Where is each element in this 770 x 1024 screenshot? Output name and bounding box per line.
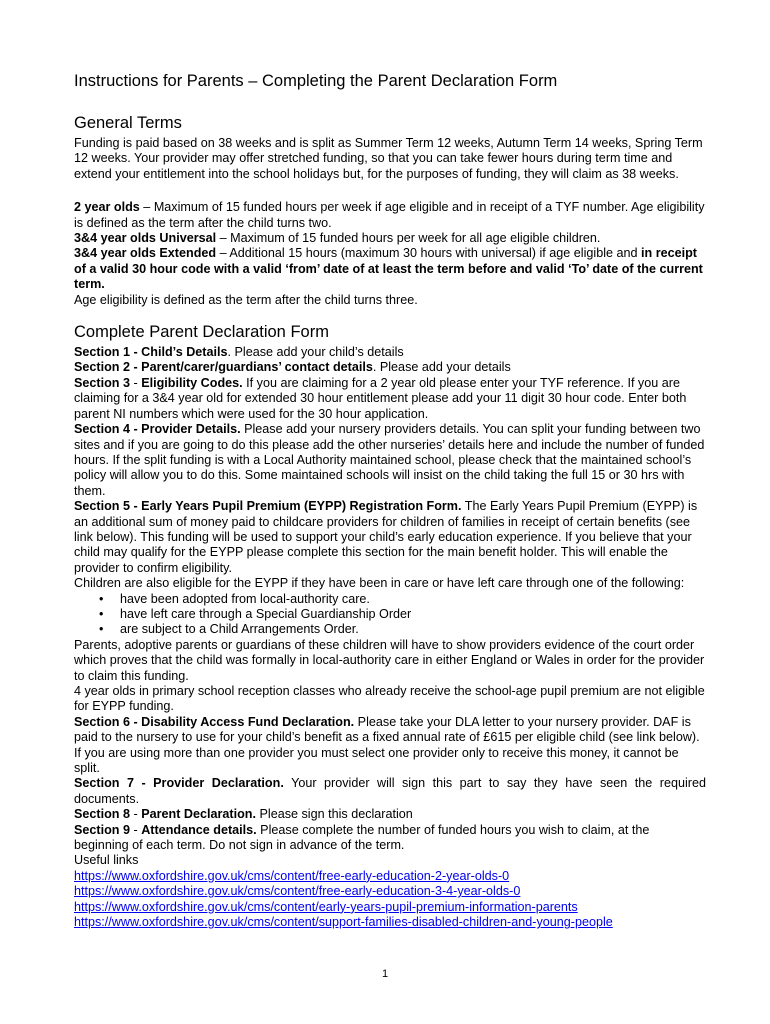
bullet-icon: • <box>99 622 104 637</box>
section-6: Section 6 - Disability Access Fund Declaration. Please take your DLA letter to your nursery provider. DAF is paid to the nursery to use for your child’s benefit as a fixed annual rate of £615 per eligible child (see link below). If you are using more than one provider you must select one provider only to receive this money, it cannot be split. <box>74 714 700 776</box>
link-3-4-year-olds[interactable]: https://www.oxfordshire.gov.uk/cms/content/free-early-education-3-4-year-olds-0 <box>74 884 521 899</box>
link-eypp-information[interactable]: https://www.oxfordshire.gov.uk/cms/content/early-years-pupil-premium-information-parents <box>74 899 578 914</box>
useful-links-heading: Useful links <box>74 853 139 868</box>
care-list <box>74 592 706 638</box>
bullet-icon: • <box>99 591 104 606</box>
page-title: Instructions for Parents – Completing the Parent Declaration Form <box>74 72 558 90</box>
section-4: Section 4 - Provider Details. Please add your nursery providers details. You can split your funding between two sites and if you are going to do this please add the other nurseries’ details here and include the number of funded hours. If the split funding is with a Local Authority maintained school, please check that the maintained school’s policy will allow you to do this. Some maintained schools will insist on the child taking the full 15 or 30 hrs with them. <box>74 422 705 498</box>
declaration-heading: Complete Parent Declaration Form <box>74 323 329 342</box>
section-9: Section 9 - Attendance details. Please complete the number of funded hours you wish to claim, at the beginning of each term. Do not sign in advance of the term. <box>74 822 650 853</box>
section-8: Section 8 - Parent Declaration. Please sign this declaration <box>74 807 413 822</box>
section-1: Section 1 - Child’s Details. Please add your child’s details <box>74 345 404 360</box>
list-item: • are subject to a Child Arrangements Order. <box>99 622 359 637</box>
two-year-olds-paragraph: 2 year olds – Maximum of 15 funded hours per week if age eligible and in receipt of a TYF number. Age eligibility is defined as the term after the child turns two. <box>74 200 705 230</box>
list-item: • have left care through a Special Guardianship Order <box>99 606 412 621</box>
bullet-icon: • <box>99 606 104 621</box>
extended-paragraph: 3&4 year olds Extended – Additional 15 hours (maximum 30 hours with universal) if age eligible and in receipt of a valid 30 hour code with a valid ‘from’ date of at least the term before and valid ‘To’ date of the current term. <box>74 246 703 292</box>
general-terms-intro: Funding is paid based on 38 weeks and is split as Summer Term 12 weeks, Autumn Term 14 weeks, Spring Term 12 weeks. Your provider may offer stretched funding, so that you can take fewer hours during term time and extend your entitlement into the school holidays but, for the purposes of funding, they will claim as 38 weeks. <box>74 136 703 181</box>
universal-paragraph: 3&4 year olds Universal – Maximum of 15 funded hours per week for all age eligible children. <box>74 231 601 246</box>
link-2-year-olds[interactable]: https://www.oxfordshire.gov.uk/cms/content/free-early-education-2-year-olds-0 <box>74 868 510 883</box>
section-7: Section 7 - Provider Declaration. Your provider will sign this part to say they have seen the required documents. <box>74 776 707 806</box>
document-page <box>74 70 706 931</box>
section-3: Section 3 - Eligibility Codes. If you are claiming for a 2 year old please enter your TYF reference. If you are claiming for a 3&4 year old for extended 30 hour entitlement please add your 11 digit 30 hour code. Enter both parent NI numbers which were used for the 30 hour application. <box>74 375 687 421</box>
section-2: Section 2 - Parent/carer/guardians’ contact details. Please add your details <box>74 360 511 375</box>
general-terms-heading: General Terms <box>74 114 182 132</box>
link-disabled-children[interactable]: https://www.oxfordshire.gov.uk/cms/content/support-families-disabled-children-and-young-people <box>74 915 613 930</box>
list-item: • have been adopted from local-authority care. <box>99 591 370 606</box>
care-intro: Children are also eligible for the EYPP if they have been in care or have left care through one of the following: <box>74 576 685 591</box>
court-order-text: Parents, adoptive parents or guardians of these children will have to show providers evidence of the court order which proves that the child was formally in local-authority care in either England or Wales in order for the provider to claim this funding. <box>74 637 705 683</box>
section-5: Section 5 - Early Years Pupil Premium (EYPP) Registration Form. The Early Years Pupil Premium (EYPP) is an additional sum of money paid to childcare providers for children of families in receipt of certain benefits (see link below). This funding will be used to support your child’s early education experience. If you believe that your child may qualify for the EYPP please complete this section for the main benefit holder. This will enable the provider to confirm eligibility. <box>74 499 698 575</box>
reception-text: 4 year olds in primary school reception classes who already receive the school-age pupil premium are not eligible for EYPP funding. <box>74 684 705 714</box>
page-number: 1 <box>381 968 389 980</box>
age-eligibility-text: Age eligibility is defined as the term after the child turns three. <box>74 292 418 307</box>
